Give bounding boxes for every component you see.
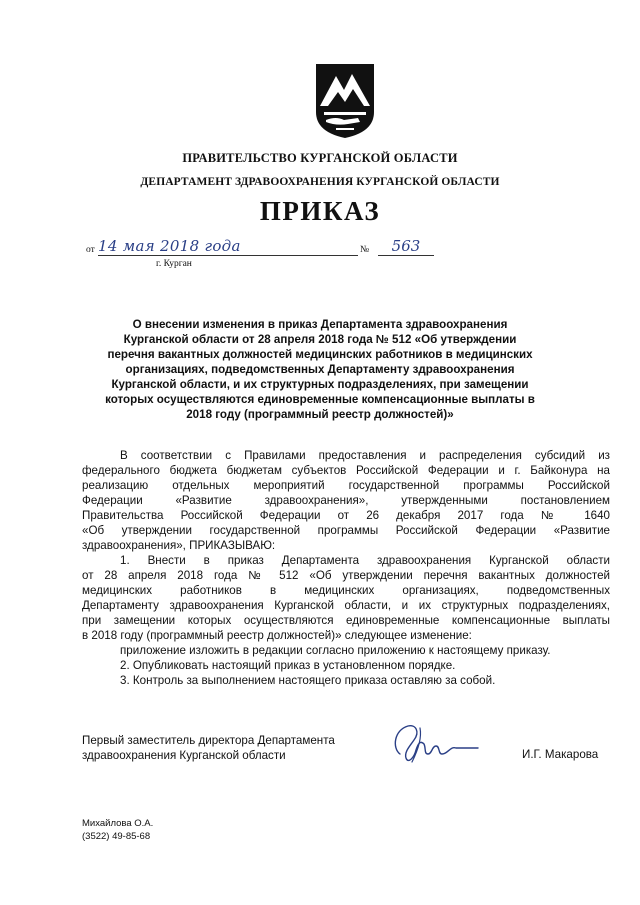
date-number-line bbox=[86, 237, 421, 258]
department-name: ДЕПАРТАМЕНТ ЗДРАВООХРАНЕНИЯ КУРГАНСКОЙ ОБЛАСТИ bbox=[140, 176, 500, 188]
body-line: здравоохранения», ПРИКАЗЫВАЮ: bbox=[82, 539, 276, 552]
body-line: от 28 апреля 2018 года № 512 «Об утверждении перечня вакантных должностей bbox=[82, 569, 610, 582]
document-number: 563 bbox=[378, 237, 434, 256]
body-line: 2. Опубликовать настоящий приказ в установленном порядке. bbox=[120, 659, 456, 672]
city: г. Курган bbox=[156, 259, 192, 269]
document-body bbox=[82, 448, 610, 688]
document-type: ПРИКАЗ bbox=[259, 196, 381, 226]
body-line: федерального бюджета бюджетам субъектов Российской Федерации и г. Байконура на bbox=[82, 464, 610, 477]
signatory-name: И.Г. Макарова bbox=[522, 748, 599, 761]
executor-name: Михайлова О.А. bbox=[82, 818, 154, 829]
body-line: приложение изложить в редакции согласно приложению к настоящему приказу. bbox=[120, 644, 551, 657]
handwritten-signature-icon bbox=[386, 718, 482, 768]
body-line: 1. Внести в приказ Департамента здравоохранения Курганской области bbox=[120, 554, 610, 567]
document-date: 14 мая 2018 года bbox=[98, 237, 358, 256]
body-line: Федерации «Развитие здравоохранения», утвержденными постановлением bbox=[82, 494, 610, 507]
body-line: в 2018 году (программный реестр должностей)» следующее изменение: bbox=[82, 629, 472, 642]
position-line: здравоохранения Курганской области bbox=[82, 749, 286, 762]
executor-phone: (3522) 49-85-68 bbox=[82, 831, 151, 842]
body-line: при замещении которых осуществляются единовременные компенсационные выплаты bbox=[82, 614, 610, 627]
document-title: О внесении изменения в приказ Департамента здравоохранения Курганской области от 28 апреля 2018 года № 512 «Об утверждении перечня вакантных должностей медицинских работников в медицинских организациях, подведомственных Департаменту здравоохранения Курганской области, и их структурных подразделениях, при замещении которых осуществляются единовременные компенсационные выплаты в 2018 году (программный реестр должностей)» bbox=[105, 318, 535, 421]
signatory-position bbox=[82, 733, 335, 763]
body-line: 3. Контроль за выполнением настоящего приказа оставляю за собой. bbox=[120, 674, 496, 687]
body-line: Департаменту здравоохранения Курганской области, и их структурных подразделениях, bbox=[82, 599, 610, 612]
body-line: реализацию отдельных мероприятий государственной программы Российской bbox=[82, 479, 610, 492]
executor-info bbox=[82, 817, 153, 843]
organization-name: ПРАВИТЕЛЬСТВО КУРГАНСКОЙ ОБЛАСТИ bbox=[182, 151, 458, 165]
body-line: В соответствии с Правилами предоставления и распределения субсидий из bbox=[120, 449, 610, 462]
body-line: «Об утверждении государственной программы Российской Федерации «Развитие bbox=[82, 524, 610, 537]
coat-of-arms-icon bbox=[314, 62, 376, 140]
date-prefix: от bbox=[86, 245, 95, 255]
body-line: Правительства Российской Федерации от 26 декабря 2017 года № 1640 bbox=[82, 509, 610, 522]
body-line: медицинских работников в медицинских организациях, подведомственных bbox=[82, 584, 610, 597]
position-line: Первый заместитель директора Департамента bbox=[82, 734, 335, 747]
number-label: № bbox=[360, 245, 370, 255]
